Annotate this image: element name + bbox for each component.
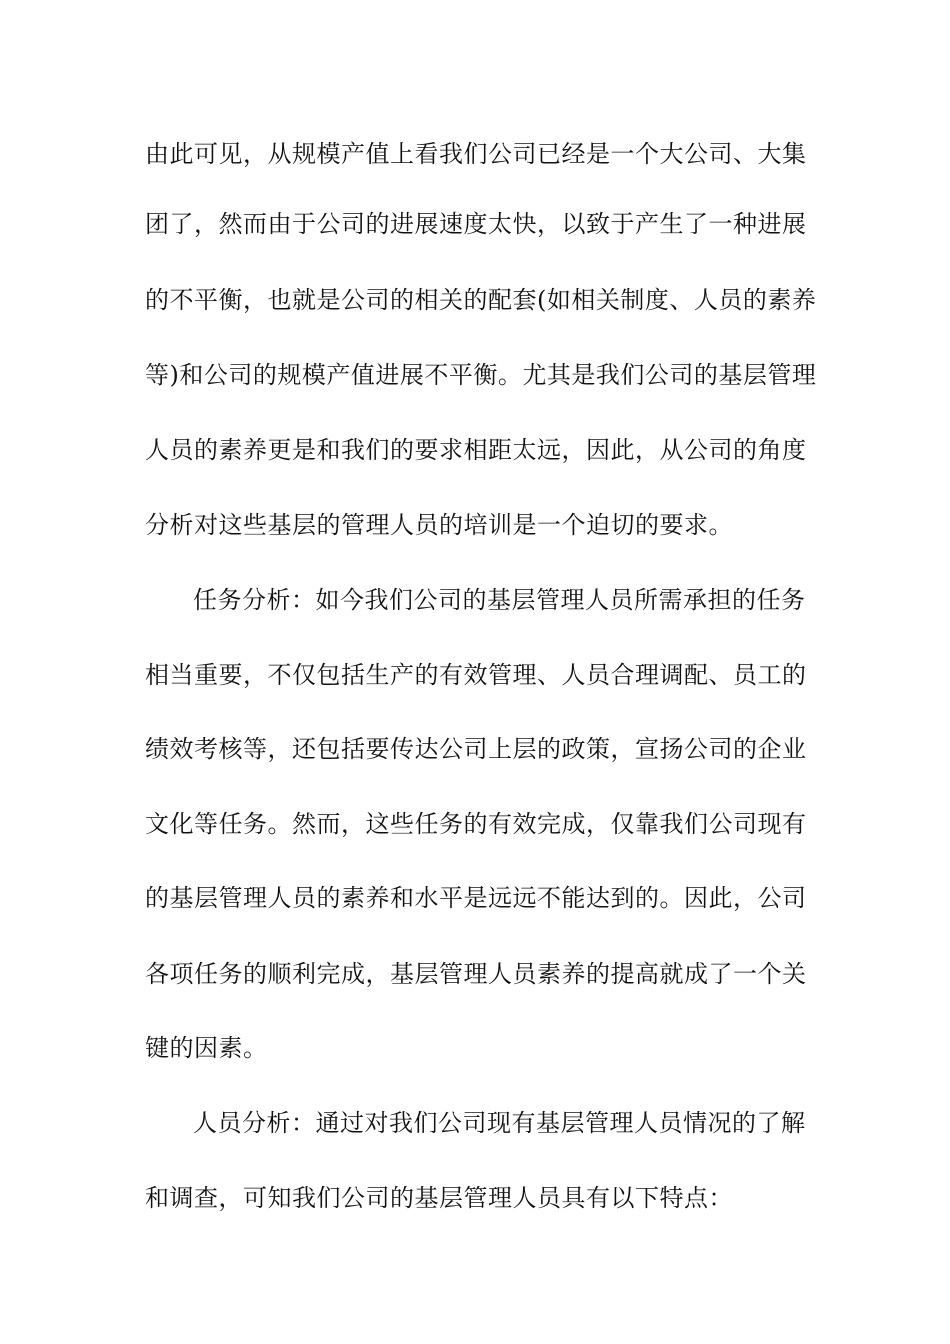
paragraph-2-line-5: 的基层管理人员的素养和水平是远远不能达到的。因此，公司 bbox=[145, 884, 807, 912]
paragraph-1-line-2: 团了，然而由于公司的进展速度太快，以致于产生了一种进展 bbox=[145, 210, 807, 238]
paragraph-3-line-2: 和调查，可知我们公司的基层管理人员具有以下特点： bbox=[145, 1184, 733, 1212]
paragraph-2-line-7: 键的因素。 bbox=[145, 1034, 268, 1062]
paragraph-1-line-6: 分析对这些基层的管理人员的培训是一个迫切的要求。 bbox=[145, 511, 733, 539]
paragraph-2-line-3: 绩效考核等，还包括要传达公司上层的政策，宣扬公司的企业 bbox=[145, 735, 807, 763]
paragraph-1-line-3: 的不平衡，也就是公司的相关的配套(如相关制度、人员的素养 bbox=[145, 286, 817, 314]
paragraph-1-line-4: 等)和公司的规模产值进展不平衡。尤其是我们公司的基层管理 bbox=[145, 361, 817, 389]
paragraph-1-line-1: 由此可见，从规模产值上看我们公司已经是一个大公司、大集 bbox=[145, 140, 807, 168]
paragraph-1-line-5: 人员的素养更是和我们的要求相距太远，因此，从公司的角度 bbox=[145, 436, 807, 464]
paragraph-2-line-6: 各项任务的顺利完成，基层管理人员素养的提高就成了一个关 bbox=[145, 960, 807, 988]
paragraph-2-line-2: 相当重要，不仅包括生产的有效管理、人员合理调配、员工的 bbox=[145, 661, 807, 689]
paragraph-3-line-1: 人员分析：通过对我们公司现有基层管理人员情况的了解 bbox=[193, 1109, 806, 1137]
paragraph-2-line-1: 任务分析：如今我们公司的基层管理人员所需承担的任务 bbox=[193, 586, 806, 614]
paragraph-2-line-4: 文化等任务。然而，这些任务的有效完成，仅靠我们公司现有 bbox=[145, 810, 807, 838]
